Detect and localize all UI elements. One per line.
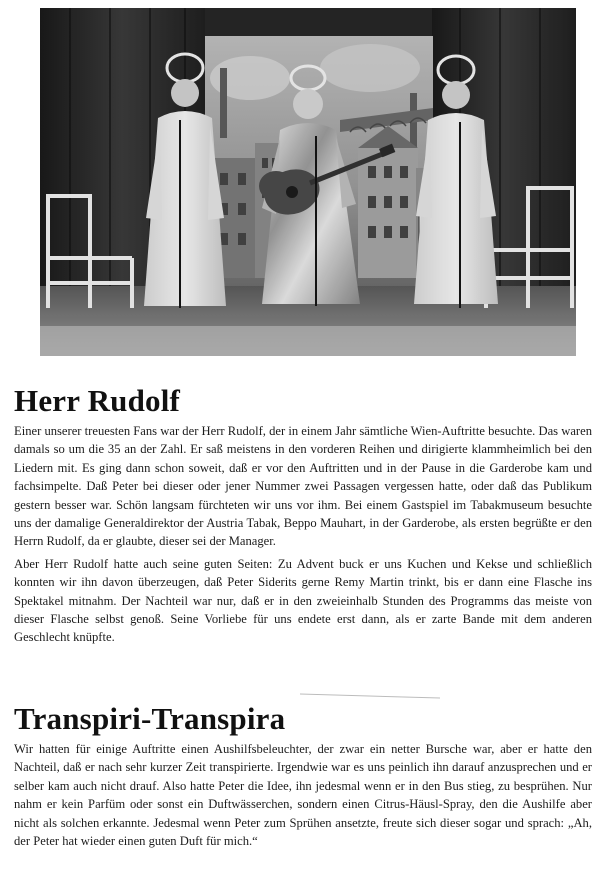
scan-artifact [300, 692, 440, 700]
section-title: Transpiri-Transpira [14, 701, 286, 736]
section-title: Herr Rudolf [14, 383, 181, 418]
section-paragraph: Wir hatten für einige Auftritte einen Aushilfsbeleuchter, der zwar ein netter Bursche war, aber er hatte den Nachteil, daß er nach sehr kurzer Zeit transpirierte. Irgendwie war es uns peinlich ihn darauf anzusprechen und er selber kam auch nicht drauf. Also hatte Peter die Idee, ihn jedesmal wenn er in den Bus stieg, zu besprühen. Nur nahm er kein Parfüm oder sonst ein Duftwässerchen, sondern einen Citrus-Häusl-Spray, den die Aushilfe aber nicht als solchen erkannte. Jedesmal wenn Peter zum Sprühen ansetzte, freute sich dieser sogar und sprach: „Ah, der Peter hat wieder einen guten Duft für mich.“ [14, 742, 592, 849]
section-paragraph: Einer unserer treuesten Fans war der Herr Rudolf, der in einem Jahr sämtliche Wien-Auftritte besuchte. Das waren damals so um die 35 an der Zahl. Er saß meistens in den vorderen Reihen und dirigierte klammheimlich bei den Liedern mit. Es ging dann schon soweit, daß er vor den Auftritten und in der Pause in die Garderobe kam und fachsimpelte. Daß Peter bei dieser oder jener Nummer zwei Passagen vergessen hatte, oder daß das Publikum gestern besser war. Schön langsam fürchteten wir uns vor ihm. Bei einem Gastspiel im Tabakmuseum besuchte uns der damalige Generaldirektor der Austria Tabak, Beppo Mauhart, in der Garderobe, als ersten begrüßte er den Herrn Rudolf, da er glaubte, dieser sei der Manager. [14, 424, 592, 549]
section-herr-rudolf [14, 384, 592, 647]
section-paragraph: Aber Herr Rudolf hatte auch seine guten Seiten: Zu Advent buck er uns Kuchen und Kekse und schließlich konnten wir ihn davon überzeugen, daß Peter Siderits gerne Remy Martin trinkt, bis er dann eine Flasche ins Spektakel mitnahm. Der Nachteil war nur, daß er in den zweieinhalb Stunden des Programms das meiste von dieser Flasche selbst genoß. Seine Vorliebe für uns endete erst dann, als er zarte Bande mit dem anderen Geschlecht knüpfte. [14, 556, 592, 645]
stage-photo [40, 8, 576, 356]
section-transpiri-transpira [14, 702, 592, 850]
